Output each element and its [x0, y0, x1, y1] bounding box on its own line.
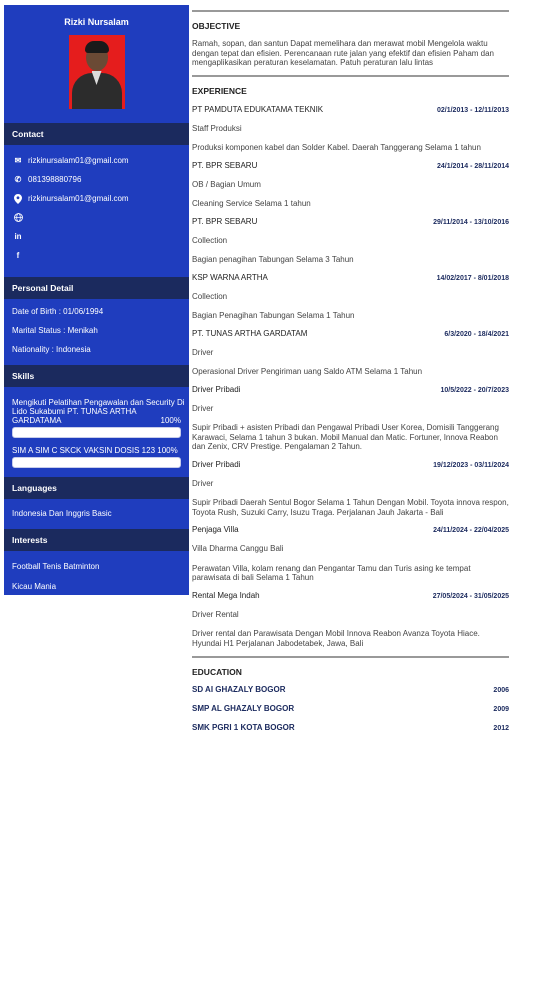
skill-1-percent: 100%: [160, 416, 181, 425]
objective-text: Ramah, sopan, dan santun Dapat memelihara dan merawat mobil Mengelola waktu dengan tepat dan efisien. Perencanaan rute jalan yang efektif dan efisien Paham dan mengaplikasikan peraturan keselamatan. Patuh peraturan lalu lintas: [192, 39, 494, 67]
job-date: 6/3/2020 - 18/4/2021: [444, 330, 509, 338]
job-entry: [192, 105, 509, 153]
profile-photo: [69, 35, 125, 109]
job-company: PT PAMDUTA EDUKATAMA TEKNIK: [192, 104, 324, 114]
facebook-icon: f: [16, 251, 20, 260]
job-entry: [192, 161, 509, 209]
contact-email-text: rizkinursalam01@gmail.com: [28, 156, 129, 165]
job-date: 24/11/2024 - 22/04/2025: [433, 527, 509, 534]
job-description: Bagian penagihan Tabungan Selama 3 Tahun: [192, 255, 354, 264]
education-school: SD AI GHAZALY BOGOR: [192, 685, 286, 694]
education-school: SMP AL GHAZALY BOGOR: [192, 704, 295, 713]
experience-title: EXPERIENCE: [192, 85, 247, 96]
job-description: Bagian Penagihan Tabungan Selama 1 Tahun: [192, 311, 355, 320]
phone-icon: ✆: [14, 175, 22, 184]
education-year: 2006: [493, 687, 509, 694]
job-entry: [192, 329, 509, 377]
main-content: [192, 10, 509, 742]
contact-email[interactable]: [4, 151, 189, 170]
job-description: Operasional Driver Pengiriman uang Saldo ATM Selama 1 Tahun: [192, 367, 423, 376]
skill-2-percent: 100%: [157, 446, 178, 455]
skill-1-bar: [12, 427, 181, 438]
job-date: 24/1/2014 - 28/11/2014: [436, 162, 509, 170]
job-role: Villa Dharma Canggu Bali: [192, 544, 284, 553]
contact-facebook[interactable]: [4, 246, 189, 265]
job-description: Supir Pribadi Daerah Sentul Bogor Selama 1 Tahun Dengan Mobil. Toyota innova respon, Toyota Rush, Suzuki Carry, Isuzu Traga. Perjalanan Jauh Jakarta - Bali: [192, 498, 509, 517]
job-description: Perawatan Villa, kolam renang dan Pengantar Tamu dan Turis asing ke tempat parawisata di bali Selama 1 Tahun: [192, 563, 471, 582]
job-date: 10/5/2022 - 20/7/2023: [440, 386, 509, 394]
job-company: Driver Pribadi: [192, 459, 241, 469]
envelope-icon: ✉: [14, 156, 22, 165]
languages-header: Languages: [4, 477, 189, 499]
job-date: 14/02/2017 - 8/01/2018: [436, 274, 509, 282]
education-school: SMK PGRI 1 KOTA BOGOR: [192, 723, 295, 732]
education-item: [192, 685, 509, 704]
job-entry: [192, 385, 509, 452]
education-year: 2012: [493, 725, 509, 732]
interest-item-1: Football Tenis Batminton: [12, 562, 100, 571]
contact-linkedin[interactable]: [4, 227, 189, 246]
job-company: Rental Mega Indah: [192, 590, 260, 600]
job-role: Driver Rental: [192, 609, 239, 619]
sidebar: [4, 5, 189, 595]
contact-header: Contact: [4, 123, 189, 145]
marital-status: Marital Status : Menikah: [12, 326, 98, 335]
contact-location-text: rizkinursalam01@gmail.com: [28, 194, 129, 203]
interests-header: Interests: [4, 529, 189, 551]
languages-text: Indonesia Dan Inggris Basic: [12, 509, 112, 518]
globe-icon: [12, 212, 24, 224]
section-divider: [192, 75, 509, 77]
job-company: Driver Pribadi: [192, 384, 241, 394]
location-pin-icon: [12, 193, 24, 205]
job-entry: [192, 591, 509, 649]
skill-2-label: SIM A SIM C SKCK VAKSIN DOSIS 123 100%: [12, 446, 178, 455]
job-entry: [192, 273, 509, 321]
linkedin-icon: in: [14, 232, 22, 241]
job-role: Driver: [192, 478, 214, 488]
job-role: Staff Produksi: [192, 123, 242, 133]
job-description: Driver rental dan Parawisata Dengan Mobil Innova Reabon Avanza Toyota Hiace. Hyundai H1 Perjalanan Jabodetabek, Jawa, Bali: [192, 629, 480, 648]
education-item: [192, 723, 509, 742]
education-year: 2009: [493, 706, 509, 713]
job-company: PT. TUNAS ARTHA GARDATAM: [192, 328, 308, 338]
job-date: 27/05/2024 - 31/05/2025: [432, 592, 509, 600]
job-date: 29/11/2014 - 13/10/2016: [433, 218, 509, 226]
section-divider: [192, 656, 509, 658]
contact-phone-text: 081398880796: [28, 175, 82, 184]
job-description: Cleaning Service Selama 1 tahun: [192, 199, 311, 208]
interest-item-2: Kicau Mania: [12, 582, 57, 591]
job-description: Supir Pribadi + asisten Pribadi dan Pengawal Pribadi User Korea, Domisili Tanggerang Karawaci, Selama 1 tahun 3 bukan. Mobil Manual dan Matic. Fortuner, Innova Reabon dan Zenix, CRV Prestige. Pengalaman 2 Tahun.: [192, 423, 499, 451]
contact-location[interactable]: [4, 189, 189, 208]
job-role: OB / Bagian Umum: [192, 179, 261, 189]
job-entry: [192, 460, 509, 518]
date-of-birth: Date of Birth : 01/06/1994: [12, 307, 104, 316]
job-role: Collection: [192, 235, 228, 245]
nationality: Nationality : Indonesia: [12, 345, 91, 354]
candidate-name: Rizki Nursalam: [64, 17, 129, 27]
job-company: PT. BPR SEBARU: [192, 160, 258, 170]
job-company: PT. BPR SEBARU: [192, 216, 258, 226]
job-role: Collection: [192, 291, 228, 301]
job-entry: [192, 525, 509, 583]
education-item: [192, 704, 509, 723]
personal-detail-header: Personal Detail: [4, 277, 189, 299]
job-date: 02/1/2013 - 12/11/2013: [436, 106, 509, 114]
job-entry: [192, 217, 509, 265]
education-title: EDUCATION: [192, 667, 242, 677]
job-role: Driver: [192, 403, 214, 413]
contact-phone[interactable]: [4, 170, 189, 189]
section-divider: [192, 10, 509, 12]
skill-1-label: Mengikuti Pelatihan Pengawalan dan Security Di Lido Sukabumi PT. TUNAS ARTHA GARDATAMA 100%: [4, 398, 189, 425]
job-description: Produksi komponen kabel dan Solder Kabel. Daerah Tanggerang Selama 1 tahun: [192, 143, 481, 152]
job-company: Penjaga Villa: [192, 525, 239, 534]
contact-website[interactable]: [4, 208, 189, 227]
job-company: KSP WARNA ARTHA: [192, 272, 268, 282]
skill-2-bar: [12, 457, 181, 468]
profile-photo-wrap: [4, 35, 189, 109]
job-role: Driver: [192, 347, 214, 357]
job-date: 19/12/2023 - 03/11/2024: [433, 461, 509, 469]
skills-header: Skills: [4, 365, 189, 387]
objective-title: OBJECTIVE: [192, 21, 241, 31]
